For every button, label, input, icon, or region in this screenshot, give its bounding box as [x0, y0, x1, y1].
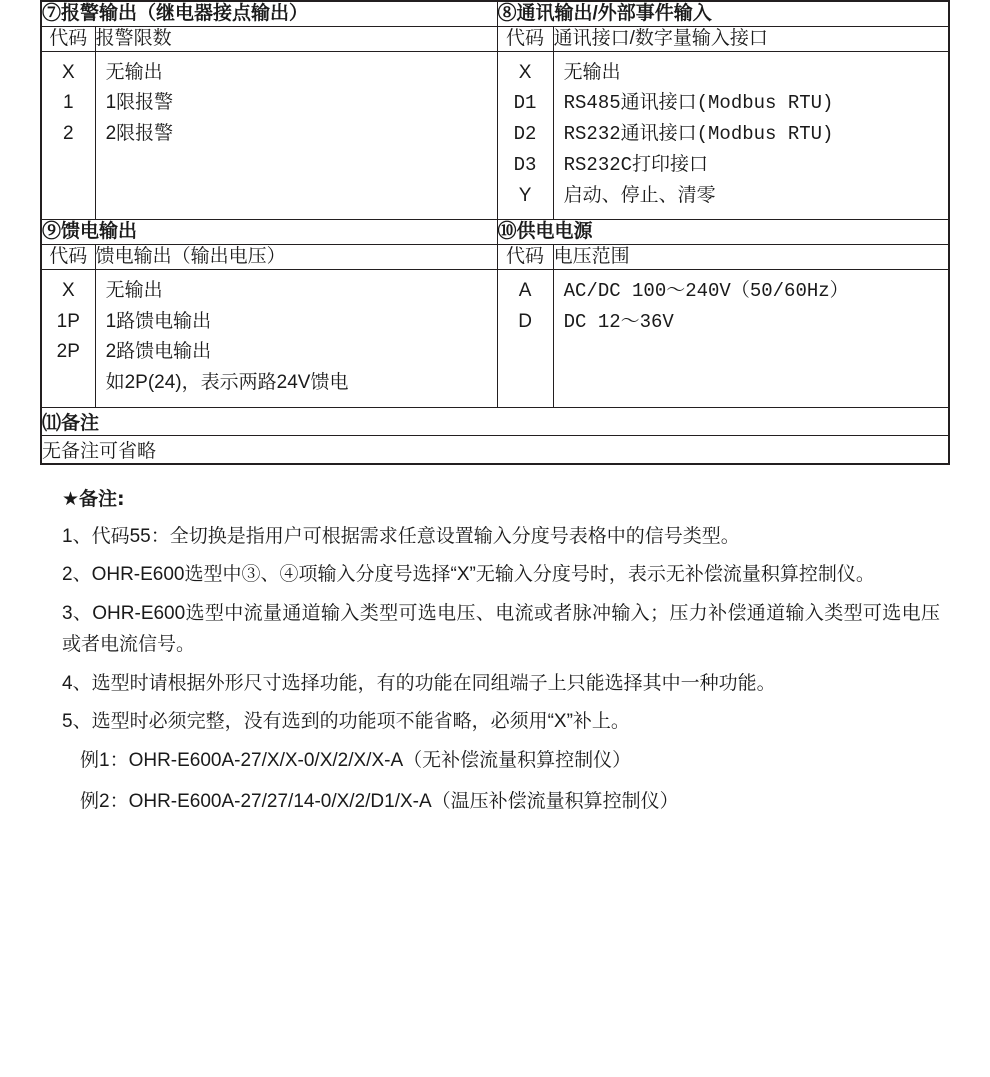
column-header-value-alarm: 报警限数 — [95, 26, 497, 51]
table-row: 无输出 — [563, 61, 621, 83]
table-row: RS232C打印接口 — [563, 153, 709, 176]
remarks-title: ★备注: — [62, 487, 125, 510]
table-column-header-row — [41, 26, 949, 51]
specification-table — [40, 0, 950, 465]
remark-item: 3、OHR-E600选型中流量通道输入类型可选电压、电流或者脉冲输入；压力补偿通道输入类型可选电压或者电流信号。 — [62, 603, 940, 655]
table-section-header-row — [41, 407, 949, 435]
column-header-value-feed: 馈电输出（输出电压） — [95, 245, 497, 270]
remarks-section — [40, 487, 950, 818]
table-row: 1路馈电输出 — [105, 310, 212, 332]
section-header-alarm-output: ⑦报警输出（继电器接点输出） — [41, 1, 497, 26]
table-row: Y — [518, 184, 532, 206]
value-list-feed — [95, 269, 497, 407]
code-list-alarm — [41, 51, 95, 220]
table-row: X — [61, 279, 75, 301]
table-row: 启动、停止、清零 — [563, 184, 716, 206]
table-section-header-row — [41, 1, 949, 26]
table-body-row — [41, 51, 949, 220]
table-row: 1P — [56, 310, 80, 332]
code-list-feed — [41, 269, 95, 407]
column-header-code-comm: 代码 — [497, 26, 553, 51]
table-row: 2限报警 — [105, 123, 174, 145]
table-row: 无输出 — [105, 61, 163, 83]
table-row: DC 12～36V — [563, 310, 674, 333]
table-row: A — [518, 279, 532, 301]
table-row: D3 — [513, 153, 537, 176]
table-row: 2P — [56, 341, 80, 363]
table-row: X — [518, 61, 532, 83]
table-row: X — [61, 61, 75, 83]
table-row: 1 — [63, 92, 74, 114]
table-row: RS232通讯接口(Modbus RTU) — [563, 123, 834, 146]
table-row: RS485通讯接口(Modbus RTU) — [563, 92, 834, 115]
column-header-value-comm: 通讯接口/数字量输入接口 — [553, 26, 949, 51]
remark-example: 例1：OHR-E600A-27/X/X-0/X/2/X/X-A（无补偿流量积算控制仪） — [80, 750, 632, 772]
table-row: 如2P(24)，表示两路24V馈电 — [105, 372, 349, 394]
table-row: 无输出 — [105, 279, 163, 301]
table-section-header-row — [41, 220, 949, 245]
column-header-code-alarm: 代码 — [41, 26, 95, 51]
value-list-alarm — [95, 51, 497, 220]
remark-item: 1、代码55：全切换是指用户可根据需求任意设置输入分度号表格中的信号类型。 — [62, 525, 740, 547]
value-list-power — [553, 269, 949, 407]
section-header-remark: ⑾备注 — [41, 407, 949, 435]
column-header-code-feed: 代码 — [41, 245, 95, 270]
table-row: D1 — [513, 92, 537, 115]
remark-item: 5、选型时必须完整，没有选到的功能项不能省略，必须用“X”补上。 — [62, 711, 630, 733]
table-row: 2路馈电输出 — [105, 341, 212, 363]
remark-value: 无备注可省略 — [41, 435, 949, 464]
code-list-power — [497, 269, 553, 407]
remark-item: 4、选型时请根据外形尺寸选择功能，有的功能在同组端子上只能选择其中一种功能。 — [62, 672, 776, 694]
table-row: 2 — [63, 123, 74, 145]
table-row: D2 — [513, 123, 537, 146]
remark-item: 2、OHR-E600选型中③、④项输入分度号选择“X”无输入分度号时，表示无补偿流量积算控制仪。 — [62, 564, 875, 586]
table-row: AC/DC 100～240V（50/60Hz） — [563, 279, 849, 302]
remark-example: 例2：OHR-E600A-27/27/14-0/X/2/D1/X-A（温压补偿流量积算控制仪） — [80, 790, 679, 812]
column-header-code-power: 代码 — [497, 245, 553, 270]
table-row: D — [518, 310, 532, 332]
table-column-header-row — [41, 245, 949, 270]
section-header-comm-output: ⑧通讯输出/外部事件输入 — [497, 1, 949, 26]
column-header-value-power: 电压范围 — [553, 245, 949, 270]
section-header-feed-output: ⑨馈电输出 — [41, 220, 497, 245]
table-body-row — [41, 435, 949, 464]
table-row: 1限报警 — [105, 92, 174, 114]
code-list-comm — [497, 51, 553, 220]
value-list-comm — [553, 51, 949, 220]
section-header-power-supply: ⑩供电电源 — [497, 220, 949, 245]
table-body-row — [41, 269, 949, 407]
